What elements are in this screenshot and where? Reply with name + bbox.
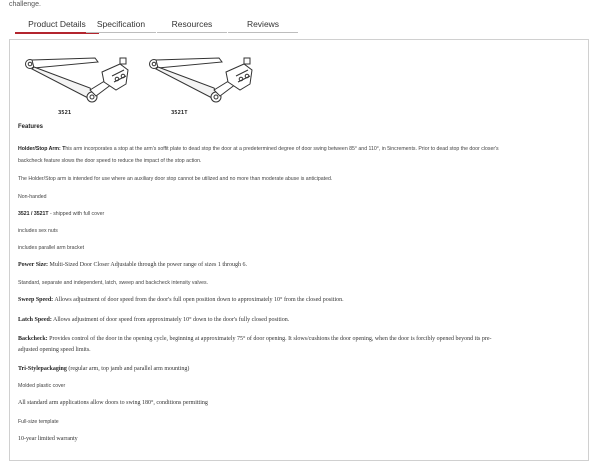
features-heading: Features (18, 124, 44, 130)
holder-stop-text-1: his arm incorporates a stop at the arm's soffit plate to dead stop the door at a predetermined degree of door swing between 85° and 110°, in 5increments. Prior to dead stop the door closer's (65, 146, 499, 152)
latch-speed-line (18, 317, 289, 323)
backcheck-label: Backcheck: (18, 336, 48, 342)
tab-product-details[interactable]: Product Details (15, 18, 99, 34)
models-line (18, 211, 104, 217)
holder-stop-note: The Holder/Stop arm is intended for use where an auxiliary door stop cannot be utilized and no more than moderate abuse is anticipated. (18, 176, 333, 182)
tab-reviews[interactable]: Reviews (228, 18, 298, 33)
backcheck-text-2: adjusted opening speed limits. (18, 347, 91, 353)
power-size-label: Power Size: (18, 262, 49, 268)
tab-specification[interactable]: Specification (86, 18, 156, 33)
tab-resources[interactable]: Resources (157, 18, 227, 33)
backcheck-text-1: Provides control of the door in the opening cycle, beginning at approximately 75° of door opening. It slows/cushions the door opening, when the door is forcibly opened beyond its pre- (47, 336, 492, 342)
product-images (20, 50, 320, 120)
tab-bar (15, 18, 585, 34)
product-details-panel (9, 39, 589, 461)
latch-speed-text: Allows adjustment of door speed from approximately 10° down to the door's fully closed position. (51, 317, 290, 323)
power-size-text: Multi-Sized Door Closer Adjustable through the power range of sizes 1 through 6. (48, 262, 248, 268)
arm-3521-image (26, 58, 129, 102)
image-label-3521T: 3521T (171, 110, 188, 116)
parallel-bracket-text: includes parallel arm bracket (18, 245, 85, 251)
template-text: Full-size template (18, 419, 59, 425)
power-size-line (18, 262, 247, 268)
swing-text: All standard arm applications allow doors to swing 180°, conditions permitting (18, 400, 208, 406)
sweep-speed-label: Sweep Speed: (18, 297, 54, 303)
tri-style-label: Tri-Stylepackaging (18, 366, 67, 372)
holder-stop-label: Holder/Stop Arm: T (18, 146, 66, 152)
models-label: 3521 / 3521T (18, 211, 49, 217)
sweep-speed-line (18, 297, 344, 303)
holder-stop-text-2: backcheck feature slows the door speed to reduce the impact of the stop action. (18, 158, 202, 164)
warranty-text: 10-year limited warranty (18, 436, 78, 442)
tri-style-text: (regular arm, top jamb and parallel arm mounting) (66, 366, 190, 372)
backcheck-line-1 (18, 336, 491, 342)
arm-3521T-image (150, 58, 253, 102)
non-handed-text: Non-handed (18, 194, 47, 200)
latch-speed-label: Latch Speed: (18, 317, 52, 323)
holder-stop-line-1 (18, 146, 499, 152)
sex-nuts-text: includes sex nuts (18, 228, 58, 234)
valves-text: Standard, separate and independent, latch, sweep and backcheck intensity valves. (18, 280, 209, 286)
image-label-3521: 3521 (58, 110, 72, 116)
intro-text-fragment: challenge. (9, 1, 41, 8)
models-text: - shipped with full cover (48, 211, 105, 217)
molded-cover-text: Molded plastic cover (18, 383, 66, 389)
sweep-speed-text: Allows adjustment of door speed from the door's full open position down to approximately 10° from the closed position. (53, 297, 344, 303)
tri-style-line (18, 366, 189, 372)
